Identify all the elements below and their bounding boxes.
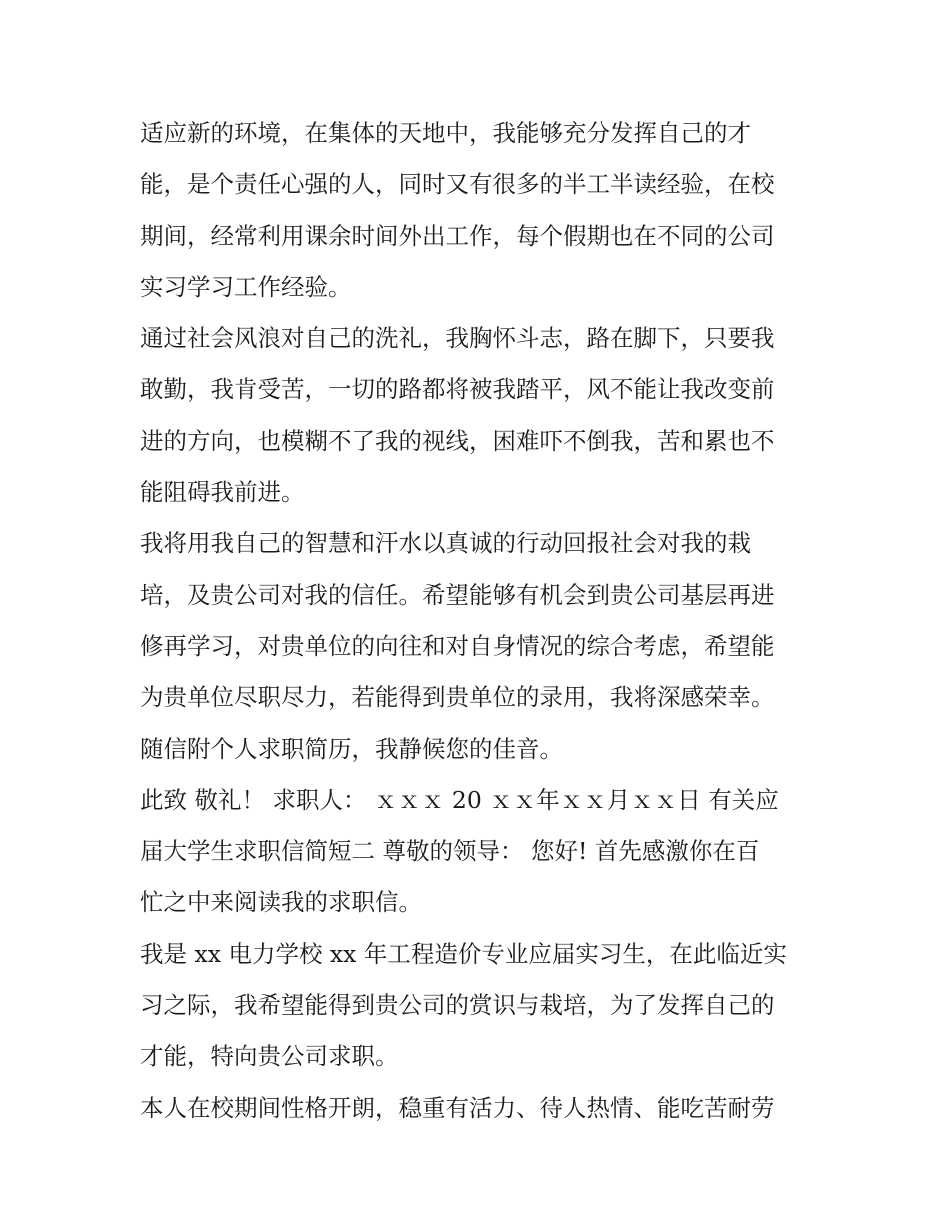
text-line: 本人在校期间性格开朗，稳重有活力、待人热情、能吃苦耐劳	[140, 1093, 775, 1122]
text-line: 届大学生求职信简短二 尊敬的领导： 您好! 首先感激你在百	[140, 837, 760, 866]
text-line: 才能，特向贵公司求职。	[140, 1042, 399, 1071]
text-line: 习之际，我希望能得到贵公司的赏识与栽培，为了发挥自己的	[140, 991, 775, 1020]
text-line: 通过社会风浪对自己的洗礼，我胸怀斗志，路在脚下，只要我	[140, 324, 775, 353]
text-line: 此致 敬礼！ 求职人： ｘｘｘ 20 ｘｘ年ｘｘ月ｘｘ日 有关应	[140, 785, 779, 814]
text-line: 进的方向，也模糊不了我的视线，困难吓不倒我，苦和累也不	[140, 426, 775, 455]
text-line: 随信附个人求职简历，我静候您的佳音。	[140, 734, 563, 763]
text-line: 为贵单位尽职尽力，若能得到贵单位的录用，我将深感荣幸。	[140, 683, 775, 712]
text-line: 我将用我自己的智慧和汗水以真诚的行动回报社会对我的栽	[140, 529, 751, 558]
text-line: 能阻碍我前进。	[140, 478, 305, 507]
text-line: 能，是个责任心强的人，同时又有很多的半工半读经验，在校	[140, 170, 775, 199]
body-text	[140, 108, 820, 1134]
text-line: 修再学习，对贵单位的向往和对自身情况的综合考虑，希望能	[140, 631, 775, 660]
text-line: 实习学习工作经验。	[140, 272, 352, 301]
text-line: 适应新的环境，在集体的天地中，我能够充分发挥自己的才	[140, 119, 751, 147]
text-line: 培，及贵公司对我的信任。希望能够有机会到贵公司基层再进	[140, 580, 775, 609]
text-line: 敢勤，我肯受苦，一切的路都将被我踏平，风不能让我改变前	[140, 375, 775, 404]
text-line: 我是 xx 电力学校 xx 年工程造价专业应届实习生，在此临近实	[140, 939, 787, 968]
text-line: 期间，经常利用课余时间外出工作，每个假期也在不同的公司	[140, 221, 775, 250]
text-line: 忙之中来阅读我的求职信。	[140, 888, 422, 917]
